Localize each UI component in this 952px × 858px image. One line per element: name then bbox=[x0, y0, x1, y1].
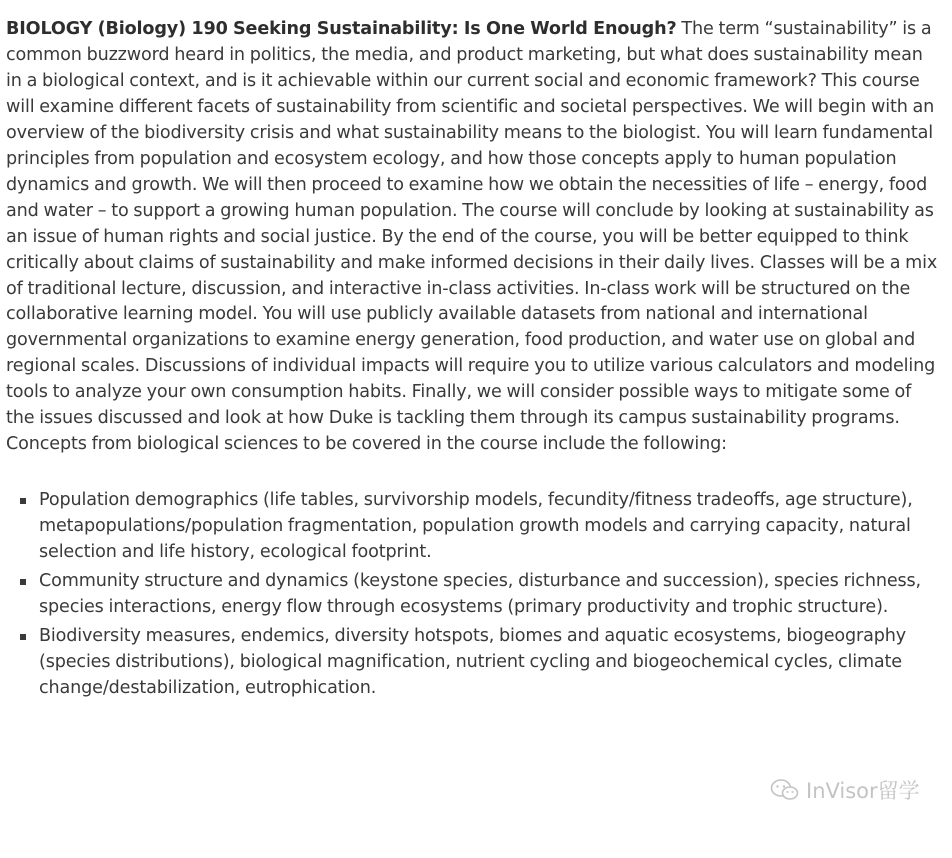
list-item bbox=[39, 624, 941, 702]
watermark-text: InVisor留学 bbox=[806, 779, 920, 803]
course-description-block bbox=[6, 17, 941, 705]
topic-list bbox=[6, 488, 941, 702]
course-paragraph bbox=[6, 17, 941, 458]
course-description: The term “sustainability” is a common buzzword heard in politics, the media, and product marketing, but what does sustainability mean in a biological context, and is it achievable within our current social and economic framework? This course will examine different facets of sustainability from scientific and societal perspectives. We will begin with an overview of the biodiversity crisis and what sustainability means to the biologist. You will learn fundamental principles from population and ecosystem ecology, and how those concepts apply to human population dynamics and growth. We will then proceed to examine how we obtain the necessities of life – energy, food and water – to support a growing human population. The course will conclude by looking at sustainability as an issue of human rights and social justice. By the end of the course, you will be better equipped to think critically about claims of sustainability and make informed decisions in their daily lives. Classes will be a mix of traditional lecture, discussion, and interactive in-class activities. In-class work will be structured on the collaborative learning model. You will use publicly available datasets from national and international governmental organizations to examine energy generation, food production, and water use on global and regional scales. Discussions of individual impacts will require you to utilize various calculators and modeling tools to analyze your own consumption habits. Finally, we will consider possible ways to mitigate some of the issues discussed and look at how Duke is tackling them through its campus sustainability programs. Concepts from biological sciences to be covered in the course include the following: bbox=[6, 19, 938, 455]
list-item bbox=[39, 488, 941, 566]
course-title: BIOLOGY (Biology) 190 Seeking Sustainability: Is One World Enough? bbox=[6, 19, 677, 39]
list-item bbox=[39, 569, 941, 621]
topic-text: Biodiversity measures, endemics, diversity hotspots, biomes and aquatic ecosystems, biogeography (species distributions), biological magnification, nutrient cycling and biogeochemical cycles, climate change/destabilization, eutrophication. bbox=[39, 625, 907, 698]
bullet-icon bbox=[20, 498, 26, 504]
topic-text: Population demographics (life tables, survivorship models, fecundity/fitness tradeoffs, age structure), metapopulations/population fragmentation, population growth models and carrying capacity, natural selection and life history, ecological footprint. bbox=[39, 490, 913, 563]
watermark bbox=[770, 775, 920, 805]
topic-text: Community structure and dynamics (keystone species, disturbance and succession), species richness, species interactions, energy flow through ecosystems (primary productivity and trophic structure). bbox=[39, 571, 921, 618]
bullet-icon bbox=[20, 579, 26, 585]
wechat-icon bbox=[770, 778, 800, 802]
bullet-icon bbox=[20, 634, 26, 640]
